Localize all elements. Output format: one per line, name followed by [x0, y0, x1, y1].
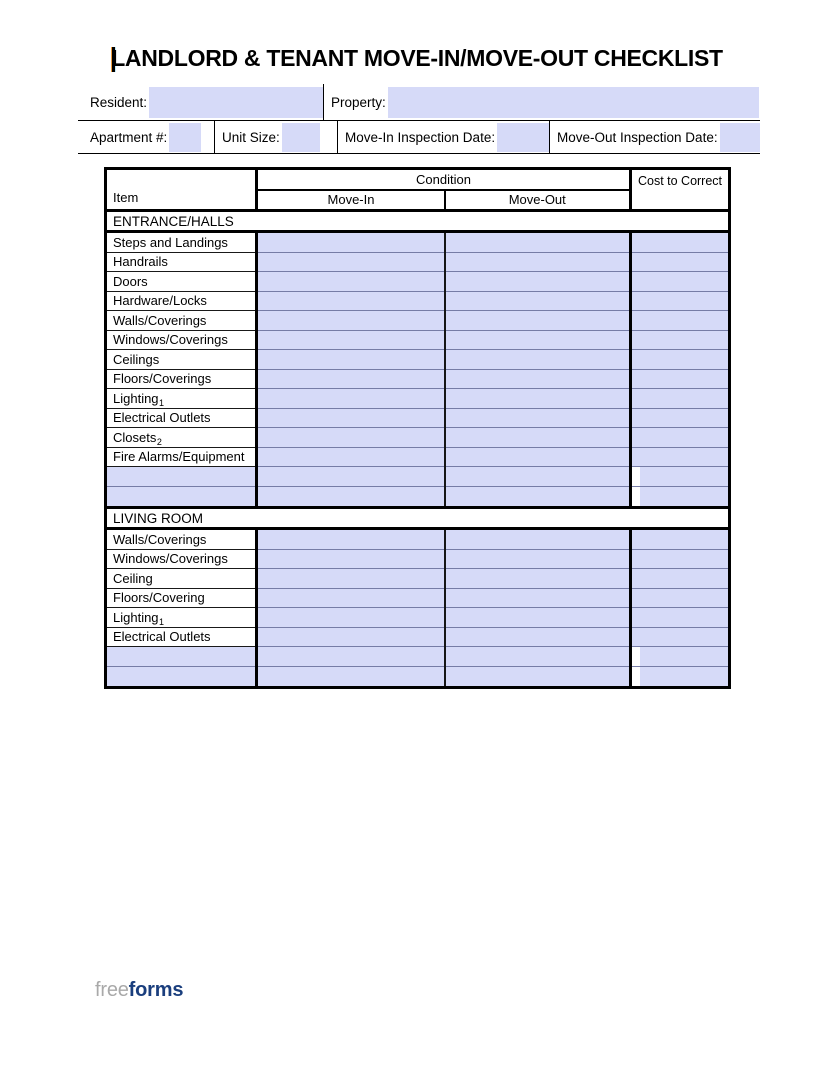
move-in-date-label: Move-In Inspection Date: [345, 129, 496, 145]
condition-subheaders [258, 191, 629, 210]
cost-header-label: Cost to Correct [637, 174, 723, 188]
move-in-condition-input[interactable] [258, 487, 444, 507]
item-input[interactable] [107, 647, 255, 667]
move-in-condition-input[interactable] [258, 292, 444, 312]
item-label-cell [107, 608, 255, 628]
item-label-cell [107, 389, 255, 409]
item-label: Lighting$_1$ [113, 390, 165, 409]
cost-to-correct-input[interactable] [632, 530, 728, 550]
item-label-cell [107, 569, 255, 589]
item-label: Handrails [113, 254, 168, 270]
cost-to-correct-input[interactable] [632, 647, 728, 667]
move-out-condition-input[interactable] [446, 292, 630, 312]
property-label: Property: [331, 94, 386, 110]
item-label: Walls/Coverings [113, 531, 207, 547]
move-in-condition-input[interactable] [258, 253, 444, 273]
move-out-condition-input[interactable] [446, 550, 630, 570]
move-out-condition-input[interactable] [446, 253, 630, 273]
move-out-condition-input[interactable] [446, 409, 630, 429]
item-label-cell [107, 550, 255, 570]
move-in-condition-input[interactable] [258, 550, 444, 570]
property-input[interactable] [388, 87, 759, 118]
apartment-label: Apartment #: [90, 129, 168, 145]
checklist-table [104, 167, 731, 689]
cost-to-correct-input[interactable] [632, 467, 728, 487]
move-out-condition-input[interactable] [446, 569, 630, 589]
item-label-cell [107, 628, 255, 648]
move-in-condition-input[interactable] [258, 272, 444, 292]
item-label-cell [107, 530, 255, 550]
cost-to-correct-input[interactable] [632, 409, 728, 429]
move-in-condition-input[interactable] [258, 647, 444, 667]
apartment-section [78, 121, 214, 153]
item-label: Floors/Covering [113, 590, 205, 606]
item-label-cell [107, 331, 255, 351]
move-out-condition-input[interactable] [446, 467, 630, 487]
item-label: Lighting$_1$ [113, 609, 165, 628]
resident-section [78, 84, 323, 120]
condition-column-header [258, 170, 629, 189]
item-input[interactable] [107, 467, 255, 487]
apartment-input[interactable] [169, 123, 201, 152]
move-out-condition-input[interactable] [446, 628, 630, 648]
cost-to-correct-input[interactable] [632, 233, 728, 253]
move-in-condition-input[interactable] [258, 448, 444, 468]
cost-to-correct-input[interactable] [632, 569, 728, 589]
item-label-cell [107, 428, 255, 448]
item-label-cell [107, 272, 255, 292]
move-out-date-input[interactable] [720, 123, 760, 152]
move-in-condition-input[interactable] [258, 667, 444, 687]
move-in-condition-input[interactable] [258, 530, 444, 550]
cost-to-correct-input[interactable] [632, 628, 728, 648]
move-out-column-header [446, 191, 630, 210]
footnote-marker: 1 [159, 617, 165, 628]
move-in-column-header [258, 191, 444, 210]
cost-to-correct-input[interactable] [632, 589, 728, 609]
move-out-condition-input[interactable] [446, 311, 630, 331]
move-in-condition-input[interactable] [258, 628, 444, 648]
move-in-condition-input[interactable] [258, 370, 444, 390]
info-form-row-2 [78, 121, 760, 154]
move-out-condition-input[interactable] [446, 667, 630, 687]
move-out-condition-input[interactable] [446, 428, 630, 448]
item-label: Windows/Coverings [113, 332, 228, 348]
page-title: LANDLORD & TENANT MOVE-IN/MOVE-OUT CHECKLIST [111, 45, 723, 71]
move-in-date-input[interactable] [497, 123, 549, 152]
section-header-label: ENTRANCE/HALLS [113, 213, 234, 229]
item-label-cell [107, 233, 255, 253]
item-label-cell [107, 370, 255, 390]
item-label: Steps and Landings [113, 234, 228, 250]
move-in-condition-input[interactable] [258, 428, 444, 448]
move-in-condition-input[interactable] [258, 569, 444, 589]
info-form [78, 84, 760, 154]
item-input[interactable] [107, 487, 255, 507]
info-form-row-1 [78, 84, 760, 121]
item-label-cell [107, 292, 255, 312]
move-in-condition-input[interactable] [258, 589, 444, 609]
item-label: Walls/Coverings [113, 312, 207, 328]
logo-text-forms: forms [128, 979, 184, 1001]
cost-to-correct-input[interactable] [632, 331, 728, 351]
cost-to-correct-input[interactable] [632, 350, 728, 370]
move-out-condition-input[interactable] [446, 331, 630, 351]
section-rows-living-room [107, 530, 728, 686]
cost-to-correct-input[interactable] [632, 311, 728, 331]
move-in-condition-input[interactable] [258, 608, 444, 628]
unit-size-input[interactable] [282, 123, 320, 152]
move-out-condition-input[interactable] [446, 589, 630, 609]
item-label: Electrical Outlets [113, 629, 211, 645]
item-label: Ceiling [113, 570, 153, 586]
move-in-header-label: Move-In [327, 192, 375, 208]
item-label: Hardware/Locks [113, 293, 207, 309]
move-out-condition-input[interactable] [446, 448, 630, 468]
cost-to-correct-input[interactable] [632, 608, 728, 628]
move-out-date-section [549, 121, 760, 153]
move-in-date-section [337, 121, 549, 153]
item-label-cell [107, 253, 255, 273]
move-out-header-label: Move-Out [508, 192, 566, 208]
item-label-cell [107, 409, 255, 429]
footnote-marker: 2 [156, 437, 162, 448]
condition-column-group [258, 170, 629, 209]
freeforms-logo [95, 979, 183, 1002]
item-label: Floors/Coverings [113, 371, 212, 387]
move-out-condition-input[interactable] [446, 389, 630, 409]
move-in-condition-input[interactable] [258, 331, 444, 351]
cost-to-correct-input[interactable] [632, 428, 728, 448]
property-section [323, 84, 760, 120]
item-column-header [107, 170, 255, 209]
cost-to-correct-input[interactable] [632, 667, 728, 687]
unit-size-section [214, 121, 337, 153]
section-header-entrance-halls [107, 212, 728, 230]
move-out-condition-input[interactable] [446, 272, 630, 292]
footnote-marker: 1 [159, 398, 165, 409]
move-in-condition-input[interactable] [258, 409, 444, 429]
cost-to-correct-input[interactable] [632, 253, 728, 273]
move-out-condition-input[interactable] [446, 233, 630, 253]
move-out-condition-input[interactable] [446, 647, 630, 667]
move-in-condition-input[interactable] [258, 389, 444, 409]
item-label: Windows/Coverings [113, 551, 228, 567]
cost-to-correct-input[interactable] [632, 448, 728, 468]
move-out-condition-input[interactable] [446, 608, 630, 628]
unit-size-label: Unit Size: [222, 129, 280, 145]
item-header-label: Item [113, 190, 139, 205]
cost-to-correct-input[interactable] [632, 370, 728, 390]
resident-input[interactable] [149, 87, 323, 118]
move-out-condition-input[interactable] [446, 370, 630, 390]
cost-to-correct-input[interactable] [632, 550, 728, 570]
item-label: Closets$_2$ [113, 429, 162, 448]
cost-to-correct-column-header [632, 170, 728, 209]
move-in-condition-input[interactable] [258, 233, 444, 253]
move-out-date-label: Move-Out Inspection Date: [557, 129, 718, 145]
move-in-condition-input[interactable] [258, 311, 444, 331]
move-out-condition-input[interactable] [446, 350, 630, 370]
table-sections [107, 209, 728, 686]
cost-to-correct-input[interactable] [632, 389, 728, 409]
item-label: Electrical Outlets [113, 410, 211, 426]
table-header [107, 170, 728, 209]
item-label: Fire Alarms/Equipment [113, 449, 245, 465]
cost-to-correct-input[interactable] [632, 272, 728, 292]
cost-to-correct-input[interactable] [632, 487, 728, 507]
item-input[interactable] [107, 667, 255, 687]
move-out-condition-input[interactable] [446, 487, 630, 507]
item-label-cell [107, 350, 255, 370]
move-in-condition-input[interactable] [258, 350, 444, 370]
move-out-condition-input[interactable] [446, 530, 630, 550]
section-header-living-room [107, 509, 728, 527]
item-label-cell [107, 448, 255, 468]
section-rows-entrance-halls [107, 233, 728, 506]
move-in-condition-input[interactable] [258, 467, 444, 487]
logo-text-free: free [95, 979, 129, 1001]
item-label-cell [107, 589, 255, 609]
item-label-cell [107, 311, 255, 331]
item-label: Doors [113, 273, 148, 289]
resident-label: Resident: [90, 94, 148, 110]
condition-header-label: Condition [416, 172, 471, 187]
section-header-label: LIVING ROOM [113, 510, 204, 526]
item-label: Ceilings [113, 351, 160, 367]
cost-to-correct-input[interactable] [632, 292, 728, 312]
